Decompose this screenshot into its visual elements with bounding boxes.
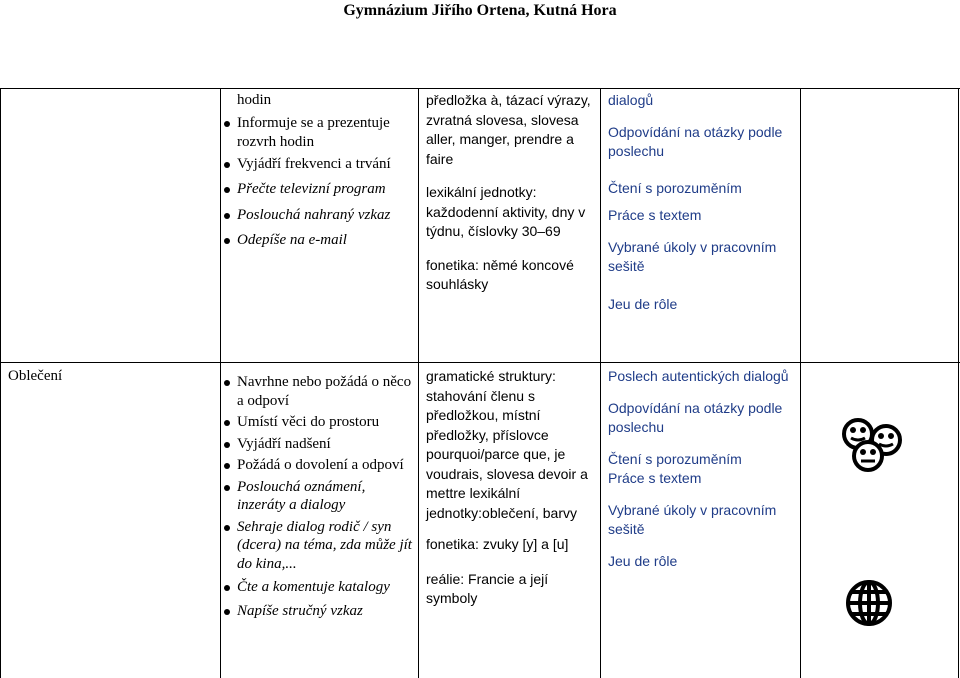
row2-content: [426, 367, 598, 609]
method-item: Odpovídání na otázky podle poslechu: [608, 399, 783, 435]
table-col-divider: [0, 88, 1, 678]
method-item: Práce s textem: [608, 207, 702, 223]
list-item: Poslouchá oznámení, inzeráty a dialogy: [224, 478, 414, 515]
faces-icon: [838, 414, 910, 474]
list-item: Sehraje dialog rodič / syn (dcera) na téma, zda může jít do kina,...: [224, 518, 414, 574]
table-col-divider: [220, 88, 221, 678]
content-phonetics: fonetika: zvuky [y] a [u]: [426, 536, 569, 552]
row2-methods: [608, 367, 796, 571]
page-title: Gymnázium Jiřího Ortena, Kutná Hora: [343, 2, 617, 19]
list-item: Napíše stručný vzkaz: [224, 602, 414, 621]
globe-icon: [844, 578, 894, 628]
row2-topic: Oblečení: [8, 368, 63, 384]
row1-outcomes: [224, 91, 416, 251]
method-item: Čtení s porozuměním: [608, 179, 742, 196]
method-item: Odpovídání na otázky podle poslechu: [608, 123, 783, 159]
method-item: dialogů: [608, 92, 654, 108]
row2-outcomes: [224, 373, 414, 620]
list-item: Navrhne nebo požádá o něco a odpoví: [224, 373, 414, 410]
list-item: hodin: [237, 92, 272, 108]
table-top-border: [0, 88, 960, 89]
list-item: Požádá o dovolení a odpoví: [224, 456, 414, 475]
list-item: Vyjádří nadšení: [224, 435, 414, 454]
method-item: Vybrané úkoly v pracovním sešitě: [608, 238, 777, 274]
list-item: Informuje se a prezentuje rozvrh hodin: [224, 114, 416, 153]
list-item: Vyjádří frekvenci a trvání: [224, 155, 416, 175]
method-item: Jeu de rôle: [608, 552, 678, 569]
list-item: Čte a komentuje katalogy: [224, 578, 414, 597]
method-item: Vybrané úkoly v pracovním sešitě: [608, 501, 777, 537]
table-col-divider: [418, 88, 419, 678]
content-phonetics: fonetika: němé koncové souhlásky: [426, 256, 574, 292]
content-grammar: gramatické struktury: stahování členu s předložkou, místní předložky, příslovce pourquoi/parce que, je voudrais, slovesa devoir a mettre lexikální jednotky:oblečení, barvy: [426, 368, 588, 521]
content-grammar: předložka à, tázací výrazy, zvratná slovesa, slovesa aller, manger, prendre a faire: [426, 92, 591, 167]
method-item: Poslech autentických dialogů: [608, 368, 789, 384]
content-realia: reálie: Francie a její symboly: [426, 570, 549, 606]
method-item: Čtení s porozuměním: [608, 450, 742, 467]
row1-content: [426, 91, 596, 295]
list-item: Přečte televizní program: [224, 180, 416, 200]
table-col-divider: [800, 88, 801, 678]
table-row-divider: [0, 362, 960, 363]
content-lexicon: lexikální jednotky: každodenní aktivity, dny v týdnu, číslovky 30–69: [426, 184, 586, 239]
list-item: Poslouchá nahraný vzkaz: [224, 206, 416, 226]
method-item: Práce s textem: [608, 470, 702, 486]
list-item: Umístí věci do prostoru: [224, 413, 414, 432]
table-col-divider: [958, 88, 959, 678]
table-col-divider: [600, 88, 601, 678]
list-item: Odepíše na e-mail: [224, 231, 416, 251]
row1-methods: [608, 91, 796, 314]
method-item: Jeu de rôle: [608, 295, 678, 312]
